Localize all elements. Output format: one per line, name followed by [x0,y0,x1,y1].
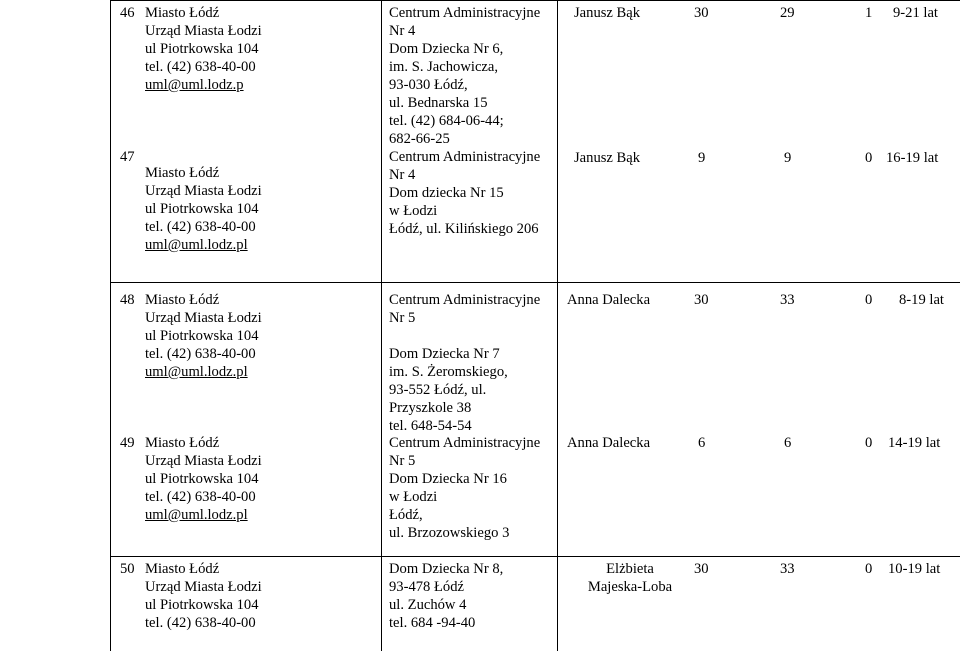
table-border [110,0,960,1]
institution-block: Centrum Administracyjne Nr 4 Dom Dziecka Nr 6, im. S. Jachowicza, 93-030 Łódź, ul. Bednarska 15 tel. (42) 684-06-44; 682-66-25 [389,5,541,147]
age-range: 14-19 lat [888,435,941,451]
email-link[interactable]: uml@uml.lodz.p [145,77,244,93]
table-border [110,556,960,557]
institution-block: Dom Dziecka Nr 8, 93-478 Łódź ul. Zuchów 4 tel. 684 -94-40 [389,561,504,631]
vacancies-count: 1 [865,5,873,21]
age-range: 16-19 lat [886,150,939,166]
places-count: 30 [694,292,709,308]
vacancies-count: 0 [865,150,873,166]
org-block: Miasto Łódź Urząd Miasta Łodzi ul Piotrkowska 104 tel. (42) 638-40-00 uml@uml.lodz.pl [145,435,262,523]
email-link[interactable]: uml@uml.lodz.pl [145,237,248,253]
children-count: 33 [780,292,795,308]
vacancies-count: 0 [865,435,873,451]
email-link[interactable]: uml@uml.lodz.pl [145,507,248,523]
row-number: 50 [120,561,135,577]
places-count: 6 [698,435,706,451]
children-count: 9 [784,150,792,166]
row-number: 48 [120,292,135,308]
table-border [557,0,558,651]
email-link[interactable]: uml@uml.lodz.pl [145,364,248,380]
vacancies-count: 0 [865,292,873,308]
vacancies-count: 0 [865,561,873,577]
institution-block: Centrum Administracyjne Nr 5 Dom Dziecka Nr 7 im. S. Żeromskiego, 93-552 Łódź, ul. Przyszkole 38 tel. 648-54-54 [389,292,541,434]
places-count: 9 [698,150,706,166]
table-border [381,0,382,651]
age-range: 8-19 lat [899,292,944,308]
org-block: Miasto Łódź Urząd Miasta Łodzi ul Piotrkowska 104 tel. (42) 638-40-00 [145,561,262,631]
org-block: Miasto Łódź Urząd Miasta Łodzi ul Piotrkowska 104 tel. (42) 638-40-00 uml@uml.lodz.pl [145,165,262,253]
children-count: 29 [780,5,795,21]
director: Anna Dalecka [567,292,651,308]
row-number: 47 [120,149,135,165]
places-count: 30 [694,5,709,21]
table-border [110,0,111,651]
places-count: 30 [694,561,709,577]
director: Janusz Bąk [574,5,641,21]
institution-block: Centrum Administracyjne Nr 5 Dom Dziecka Nr 16 w Łodzi Łódź, ul. Brzozowskiego 3 [389,435,541,541]
children-count: 33 [780,561,795,577]
institution-block: Centrum Administracyjne Nr 4 Dom dziecka Nr 15 w Łodzi Łódź, ul. Kilińskiego 206 [389,149,541,237]
org-block: Miasto Łódź Urząd Miasta Łodzi ul Piotrkowska 104 tel. (42) 638-40-00 uml@uml.lodz.pl [145,292,262,380]
row-number: 49 [120,435,135,451]
director: Elżbieta Majeska-Loba [587,561,673,595]
row-number: 46 [120,5,135,21]
age-range: 9-21 lat [893,5,938,21]
children-count: 6 [784,435,792,451]
org-block: Miasto Łódź Urząd Miasta Łodzi ul Piotrkowska 104 tel. (42) 638-40-00 uml@uml.lodz.p [145,5,262,93]
director: Anna Dalecka [567,435,651,451]
table-border [110,282,960,283]
director: Janusz Bąk [574,150,641,166]
age-range: 10-19 lat [888,561,941,577]
